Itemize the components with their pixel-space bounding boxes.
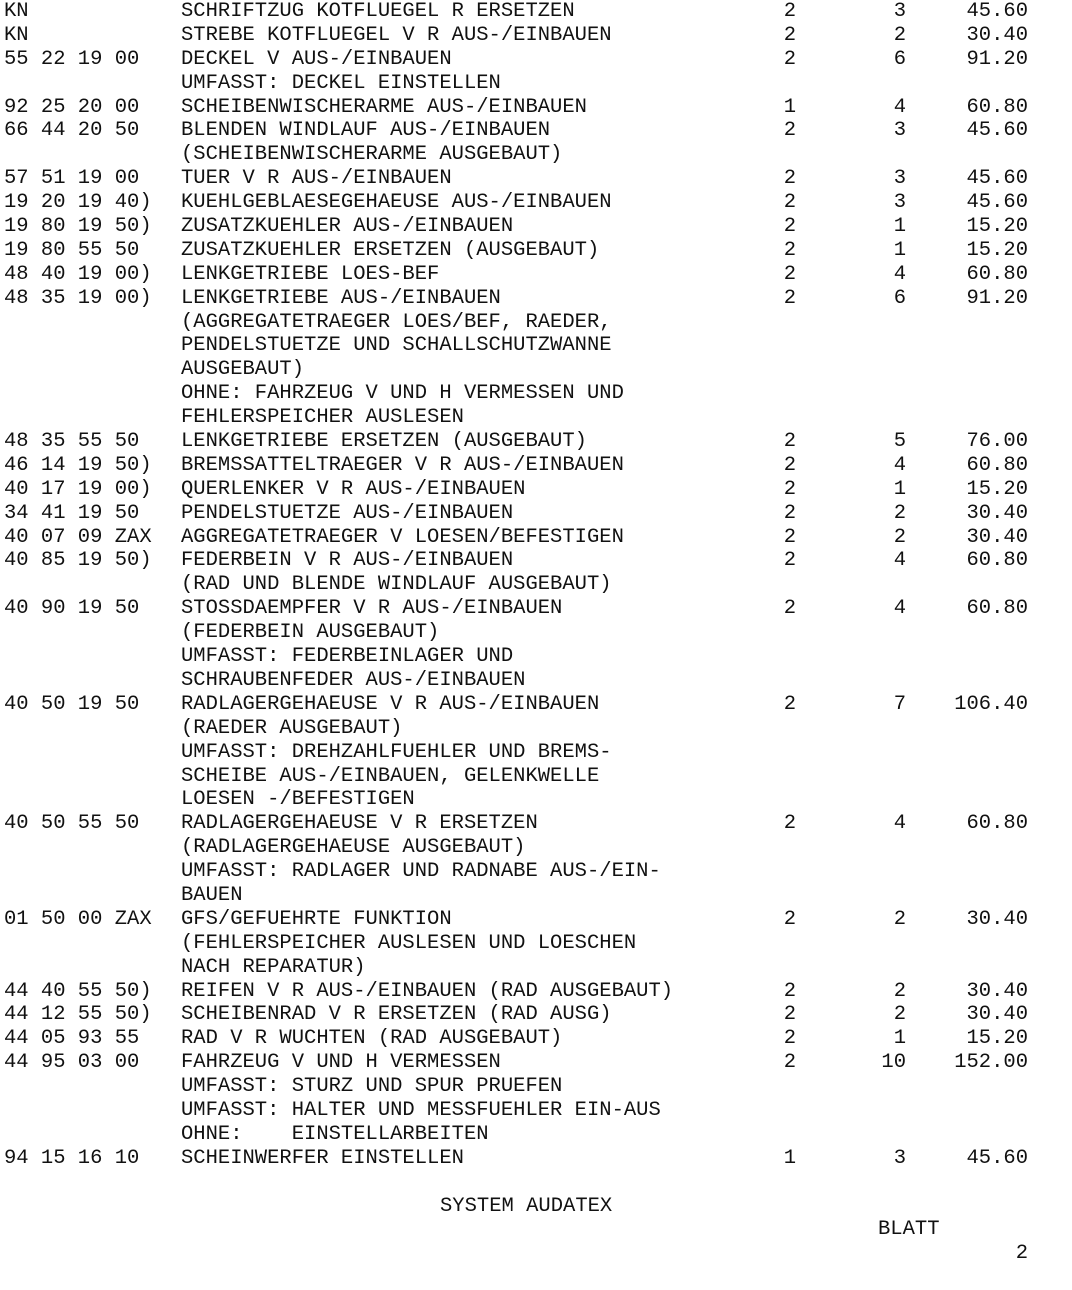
item-description: ZUSATZKUEHLER AUS-/EINBAUEN [181,215,514,239]
item-quantity: 2 [783,47,796,71]
line-item-continuation [0,72,1072,96]
item-quantity: 2 [783,238,796,262]
item-quantity: 2 [783,597,796,621]
item-work-units: 10 [881,1051,906,1075]
item-description: (FEDERBEIN AUSGEBAUT) [181,621,440,645]
line-item-continuation [0,860,1072,884]
item-description: LENKGETRIEBE AUS-/EINBAUEN [181,286,501,310]
item-amount: 152.00 [954,1051,1028,1075]
item-description: SCHRIFTZUG KOTFLUEGEL R ERSETZEN [181,0,575,23]
line-item [0,1027,1072,1051]
line-item [0,167,1072,191]
item-description: NACH REPARATUR) [181,955,366,979]
item-work-units: 4 [893,453,906,477]
item-amount: 60.80 [966,812,1028,836]
item-description: (SCHEIBENWISCHERARME AUSGEBAUT) [181,143,563,167]
item-amount: 30.40 [966,907,1028,931]
line-item-continuation [0,932,1072,956]
item-code: 94 15 16 10 [4,1146,140,1170]
line-item-continuation [0,573,1072,597]
item-code: 19 80 19 50) [4,215,152,239]
item-work-units: 4 [893,597,906,621]
line-item-continuation [0,406,1072,430]
item-amount: 15.20 [966,238,1028,262]
line-item-continuation [0,788,1072,812]
item-amount: 45.60 [966,119,1028,143]
item-quantity: 1 [783,1146,796,1170]
item-quantity: 2 [783,167,796,191]
item-description: RADLAGERGEHAEUSE V R AUS-/EINBAUEN [181,692,600,716]
item-work-units: 3 [893,191,906,215]
item-work-units: 1 [893,238,906,262]
line-item-continuation [0,334,1072,358]
item-description: DECKEL V AUS-/EINBAUEN [181,47,452,71]
item-quantity: 2 [783,1027,796,1051]
line-item-continuation [0,956,1072,980]
item-amount: 91.20 [966,47,1028,71]
item-quantity: 2 [783,1051,796,1075]
item-quantity: 2 [783,549,796,573]
item-description: (AGGREGATETRAEGER LOES/BEF, RAEDER, [181,310,612,334]
item-code: 57 51 19 00 [4,167,140,191]
item-quantity: 2 [783,692,796,716]
item-description: UMFASST: HALTER UND MESSFUEHLER EIN-AUS [181,1098,661,1122]
item-work-units: 2 [893,525,906,549]
item-code: 48 40 19 00) [4,262,152,286]
item-code: 44 40 55 50) [4,979,152,1003]
item-work-units: 2 [893,979,906,1003]
line-item-continuation [0,645,1072,669]
item-description: LENKGETRIEBE ERSETZEN (AUSGEBAUT) [181,430,587,454]
line-item-continuation [0,358,1072,382]
line-item [0,24,1072,48]
line-item [0,239,1072,263]
line-item [0,1003,1072,1027]
item-description: RAD V R WUCHTEN (RAD AUSGEBAUT) [181,1027,563,1051]
item-code: 40 07 09 ZAX [4,525,152,549]
item-description: (RAEDER AUSGEBAUT) [181,716,403,740]
line-item-continuation [0,669,1072,693]
item-quantity: 2 [783,453,796,477]
line-item [0,597,1072,621]
item-description: LENKGETRIEBE LOES-BEF [181,262,440,286]
item-description: PENDELSTUETZE AUS-/EINBAUEN [181,501,514,525]
item-amount: 76.00 [966,430,1028,454]
line-item [0,908,1072,932]
item-quantity: 2 [783,525,796,549]
item-description: RADLAGERGEHAEUSE V R ERSETZEN [181,812,538,836]
item-quantity: 2 [783,812,796,836]
item-description: UMFASST: RADLAGER UND RADNABE AUS-/EIN- [181,860,661,884]
item-amount: 60.80 [966,597,1028,621]
item-code: 19 20 19 40) [4,191,152,215]
line-item [0,48,1072,72]
item-description: LOESEN -/BEFESTIGEN [181,788,415,812]
item-quantity: 2 [783,286,796,310]
item-code: KN [4,0,29,23]
line-item-continuation [0,382,1072,406]
item-code: 40 17 19 00) [4,477,152,501]
item-quantity: 2 [783,1003,796,1027]
item-description: SCHEIBENWISCHERARME AUS-/EINBAUEN [181,95,587,119]
line-item [0,191,1072,215]
item-code: 66 44 20 50 [4,119,140,143]
item-work-units: 3 [893,119,906,143]
line-item-continuation [0,884,1072,908]
item-amount: 30.40 [966,23,1028,47]
item-description: UMFASST: STURZ UND SPUR PRUEFEN [181,1075,563,1099]
line-item [0,478,1072,502]
item-description: (RADLAGERGEHAEUSE AUSGEBAUT) [181,836,526,860]
item-amount: 106.40 [954,692,1028,716]
line-item-continuation [0,741,1072,765]
item-quantity: 2 [783,23,796,47]
item-description: SCHEINWERFER EINSTELLEN [181,1146,464,1170]
item-work-units: 3 [893,0,906,23]
item-quantity: 2 [783,119,796,143]
line-item [0,980,1072,1004]
item-description: FEHLERSPEICHER AUSLESEN [181,406,464,430]
page-number: 2 [1015,1242,1028,1266]
item-code: 40 85 19 50) [4,549,152,573]
line-item [0,263,1072,287]
item-quantity: 2 [783,191,796,215]
item-amount: 45.60 [966,0,1028,23]
line-item [0,549,1072,573]
item-work-units: 1 [893,1027,906,1051]
line-item [0,526,1072,550]
item-code: 40 90 19 50 [4,597,140,621]
line-item [0,812,1072,836]
item-work-units: 1 [893,477,906,501]
item-amount: 15.20 [966,1027,1028,1051]
item-code: 40 50 55 50 [4,812,140,836]
line-item [0,502,1072,526]
line-item [0,430,1072,454]
item-code: 46 14 19 50) [4,453,152,477]
item-description: ZUSATZKUEHLER ERSETZEN (AUSGEBAUT) [181,238,600,262]
item-amount: 30.40 [966,1003,1028,1027]
line-item [0,96,1072,120]
item-code: 55 22 19 00 [4,47,140,71]
system-label: SYSTEM AUDATEX [440,1194,613,1218]
item-quantity: 2 [783,262,796,286]
item-description: REIFEN V R AUS-/EINBAUEN (RAD AUSGEBAUT) [181,979,674,1003]
item-work-units: 1 [893,215,906,239]
item-amount: 91.20 [966,286,1028,310]
item-code: KN [4,23,29,47]
line-item-continuation [0,1099,1072,1123]
item-quantity: 2 [783,0,796,23]
line-item-continuation [0,765,1072,789]
line-item-continuation [0,311,1072,335]
line-item [0,1147,1072,1171]
item-code: 34 41 19 50 [4,501,140,525]
line-item [0,454,1072,478]
item-code: 01 50 00 ZAX [4,907,152,931]
item-amount: 60.80 [966,95,1028,119]
item-amount: 30.40 [966,501,1028,525]
line-item [0,215,1072,239]
item-quantity: 2 [783,501,796,525]
line-item-continuation [0,1123,1072,1147]
item-description: PENDELSTUETZE UND SCHALLSCHUTZWANNE [181,334,612,358]
item-description: BAUEN [181,883,243,907]
item-code: 44 05 93 55 [4,1027,140,1051]
item-description: FEDERBEIN V R AUS-/EINBAUEN [181,549,514,573]
item-work-units: 6 [893,286,906,310]
item-amount: 60.80 [966,549,1028,573]
item-amount: 60.80 [966,453,1028,477]
item-quantity: 2 [783,907,796,931]
item-work-units: 5 [893,430,906,454]
item-work-units: 4 [893,262,906,286]
item-quantity: 2 [783,430,796,454]
item-description: BREMSSATTELTRAEGER V R AUS-/EINBAUEN [181,453,624,477]
line-item-continuation [0,836,1072,860]
item-code: 48 35 19 00) [4,286,152,310]
item-amount: 45.60 [966,1146,1028,1170]
line-item-continuation [0,1075,1072,1099]
item-amount: 45.60 [966,167,1028,191]
item-description: UMFASST: FEDERBEINLAGER UND [181,645,514,669]
item-work-units: 2 [893,1003,906,1027]
line-item [0,119,1072,143]
item-description: OHNE: EINSTELLARBEITEN [181,1122,489,1146]
item-code: 40 50 19 50 [4,692,140,716]
item-work-units: 4 [893,812,906,836]
item-description: QUERLENKER V R AUS-/EINBAUEN [181,477,526,501]
item-amount: 30.40 [966,525,1028,549]
item-code: 48 35 55 50 [4,430,140,454]
item-amount: 45.60 [966,191,1028,215]
item-amount: 60.80 [966,262,1028,286]
item-work-units: 4 [893,549,906,573]
item-description: STREBE KOTFLUEGEL V R AUS-/EINBAUEN [181,23,612,47]
item-work-units: 4 [893,95,906,119]
item-code: 92 25 20 00 [4,95,140,119]
item-description: OHNE: FAHRZEUG V UND H VERMESSEN UND [181,382,624,406]
item-description: STOSSDAEMPFER V R AUS-/EINBAUEN [181,597,563,621]
footer [0,1171,1072,1266]
item-description: AGGREGATETRAEGER V LOESEN/BEFESTIGEN [181,525,624,549]
item-description: TUER V R AUS-/EINBAUEN [181,167,452,191]
item-quantity: 2 [783,477,796,501]
item-description: BLENDEN WINDLAUF AUS-/EINBAUEN [181,119,551,143]
item-description: GFS/GEFUEHRTE FUNKTION [181,907,452,931]
item-work-units: 2 [893,23,906,47]
item-amount: 15.20 [966,477,1028,501]
item-work-units: 6 [893,47,906,71]
item-work-units: 7 [893,692,906,716]
item-description: UMFASST: DECKEL EINSTELLEN [181,71,501,95]
item-code: 19 80 55 50 [4,238,140,262]
item-description: AUSGEBAUT) [181,358,305,382]
line-item [0,287,1072,311]
line-item-continuation [0,143,1072,167]
item-description: SCHRAUBENFEDER AUS-/EINBAUEN [181,668,526,692]
item-code: 44 12 55 50) [4,1003,152,1027]
item-amount: 15.20 [966,215,1028,239]
item-quantity: 2 [783,215,796,239]
item-description: SCHEIBENRAD V R ERSETZEN (RAD AUSG) [181,1003,612,1027]
item-description: (RAD UND BLENDE WINDLAUF AUSGEBAUT) [181,573,612,597]
item-work-units: 2 [893,501,906,525]
item-quantity: 1 [783,95,796,119]
blatt-label: BLATT [878,1218,940,1242]
item-quantity: 2 [783,979,796,1003]
line-item-continuation [0,717,1072,741]
item-description: UMFASST: DREHZAHLFUEHLER UND BREMS- [181,740,612,764]
item-description: FAHRZEUG V UND H VERMESSEN [181,1051,501,1075]
line-item [0,1051,1072,1075]
line-item [0,693,1072,717]
item-work-units: 3 [893,1146,906,1170]
item-work-units: 2 [893,907,906,931]
line-item [0,0,1072,24]
item-work-units: 3 [893,167,906,191]
item-amount: 30.40 [966,979,1028,1003]
item-description: SCHEIBE AUS-/EINBAUEN, GELENKWELLE [181,764,600,788]
item-description: KUEHLGEBLAESEGEHAEUSE AUS-/EINBAUEN [181,191,612,215]
item-description: (FEHLERSPEICHER AUSLESEN UND LOESCHEN [181,931,637,955]
item-code: 44 95 03 00 [4,1051,140,1075]
line-item-continuation [0,621,1072,645]
